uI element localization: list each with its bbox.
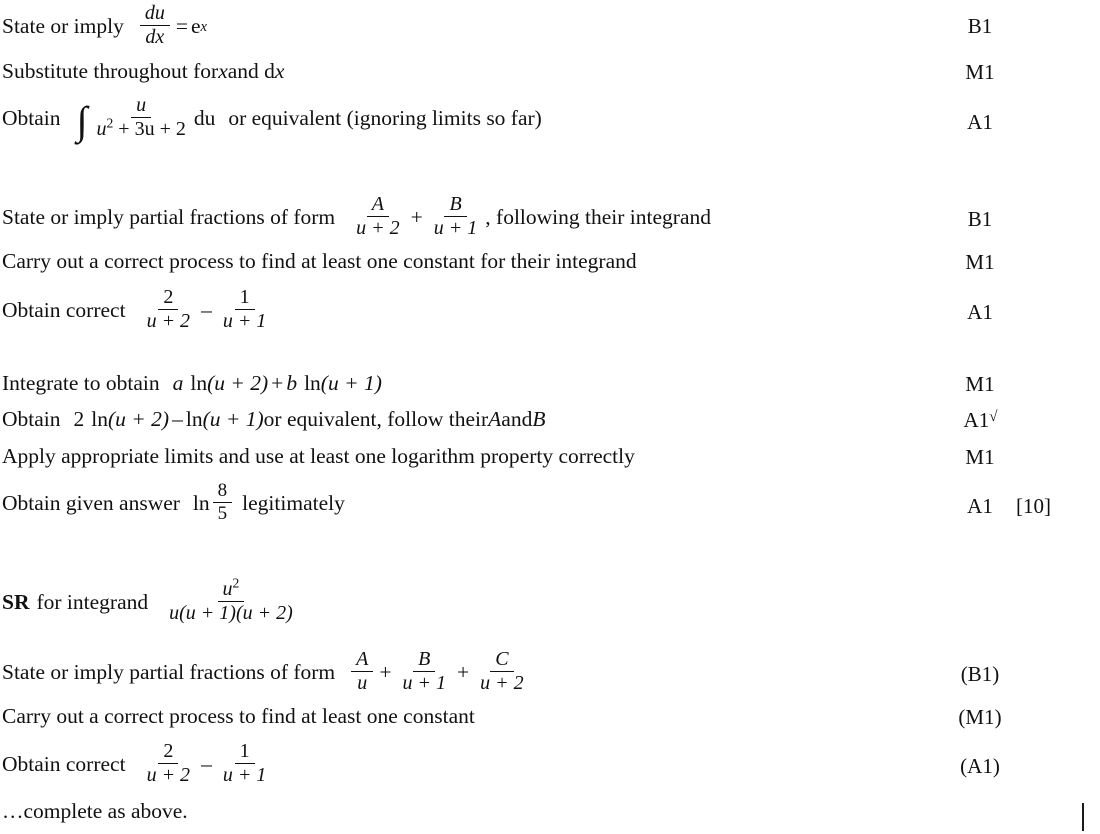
integrand-fraction [92, 95, 191, 140]
variable-B: B [532, 407, 546, 431]
mark-m1-bracketed: (M1) [958, 705, 1002, 729]
coefficient-2: 2 [73, 407, 85, 431]
fraction-numerator: 8 [213, 481, 233, 503]
row-lead-text: Obtain correct [2, 298, 126, 323]
text-caret [1082, 803, 1084, 831]
fraction-denominator: u + 1 [222, 310, 267, 333]
fraction-numerator: B [444, 194, 466, 217]
partial-fraction-b [429, 194, 483, 239]
row-content [0, 250, 637, 273]
mark-a1: A1 [967, 494, 993, 518]
sr-result-fraction-1 [142, 741, 196, 786]
sr-row-carry-out-process [0, 705, 1100, 728]
row-text: Apply appropriate limits and use at least one logarithm property correctly [2, 444, 635, 468]
mark-b1-bracketed: (B1) [960, 662, 1000, 686]
log-argument-2: (u + 1) [202, 407, 264, 431]
row-lead-text: Obtain [2, 106, 61, 131]
mark-b1: B1 [967, 207, 993, 231]
log-argument-2: (u + 1) [320, 371, 382, 395]
fraction-denominator: u + 2 [480, 672, 524, 695]
variable-x-2: x [274, 59, 285, 83]
integral-icon: ∫ [76, 97, 88, 143]
log-argument-1: (u + 2) [108, 407, 170, 431]
partial-fraction-a [351, 194, 405, 239]
row-content [0, 482, 345, 525]
result-fraction-1 [142, 287, 196, 332]
sr-lead-text: for integrand [36, 590, 149, 615]
sr-label: SR [2, 590, 30, 615]
mark-a1: A1 [967, 110, 993, 134]
numerator-base: u [222, 578, 233, 600]
plus-sign-2: + [457, 660, 470, 685]
mark-b1: B1 [967, 14, 993, 38]
fraction-numerator: 1 [235, 741, 255, 764]
fraction-denominator: u + 1 [222, 764, 267, 787]
fraction-denominator: u + 1 [402, 672, 447, 695]
log-function: ln [192, 491, 210, 516]
log-argument-1: (u + 2) [207, 371, 269, 395]
denominator-rest: + 3u + 2 [113, 118, 186, 141]
denominator-exponent: 2 [106, 115, 114, 131]
fraction-numerator [218, 575, 245, 602]
mark-label: A1 [963, 408, 990, 432]
scheme-row-obtain-log-expression [0, 408, 1100, 431]
fraction-denominator: u + 1 [433, 217, 478, 240]
row-trailing-a: or equivalent, follow their [263, 407, 489, 431]
numerator-exponent: 2 [232, 575, 240, 591]
minus-sign: – [201, 752, 212, 777]
plus-sign-1: + [379, 660, 392, 685]
scheme-row-substitute [0, 60, 1100, 83]
scheme-row-obtain-integral [0, 96, 1100, 141]
row-content [0, 195, 711, 240]
sr-partial-fraction-a [351, 649, 373, 694]
row-trailing-text: , following their integrand [485, 205, 711, 230]
scheme-row-integrate-to-obtain [0, 372, 1100, 395]
log-function-2: ln [304, 371, 321, 395]
scheme-row-state-or-imply-derivative [0, 4, 1100, 49]
row-content: State or imply $\frac{du}{dx}$ = e x [2, 2, 207, 49]
fraction-denominator: u + 2 [146, 764, 191, 787]
row-content [0, 288, 274, 333]
minus-sign: – [201, 298, 212, 323]
fraction-numerator: du [140, 3, 170, 26]
sr-result-fraction-2 [218, 741, 272, 786]
scheme-row-carry-out-process [0, 250, 1100, 273]
sr-section-header [0, 575, 1100, 625]
row-content [0, 408, 545, 431]
fraction-numerator: B [413, 649, 435, 672]
coefficient-a: a [172, 371, 184, 395]
total-marks: [10] [1016, 494, 1051, 518]
row-content [0, 372, 382, 395]
plus-sign: + [271, 371, 284, 395]
fraction-denominator: dx [145, 26, 165, 49]
row-text: …complete as above. [2, 799, 188, 823]
row-content [0, 96, 542, 141]
sr-partial-fraction-b [398, 649, 452, 694]
row-trailing-b: and [501, 407, 533, 431]
check-mark-icon: √ [989, 409, 997, 425]
mark-m1: M1 [965, 372, 995, 396]
variable-A: A [488, 407, 502, 431]
fraction-numerator: A [351, 649, 373, 672]
fraction-denominator: u [357, 672, 368, 695]
minus-sign: – [172, 407, 183, 431]
variable-x: x [218, 59, 228, 83]
mark-m1: M1 [965, 60, 995, 84]
coefficient-b: b [286, 371, 298, 395]
sr-row-partial-fractions [0, 650, 1100, 695]
fraction-numerator: A [367, 194, 389, 217]
row-text: Carry out a correct process to find at least one constant for their integrand [2, 249, 637, 273]
plus-sign: + [410, 205, 423, 230]
row-content [0, 800, 188, 823]
scheme-row-partial-fractions [0, 195, 1100, 240]
exponential-base: e [190, 14, 201, 39]
fraction-numerator: u [131, 95, 151, 118]
mark-a1-bracketed: (A1) [960, 754, 1000, 778]
sr-integrand-fraction [164, 575, 298, 625]
result-fraction-2 [218, 287, 272, 332]
derivative-fraction [140, 3, 170, 48]
log-function-2: ln [185, 407, 203, 431]
mark-a1: A1 [967, 300, 993, 324]
log-function-1: ln [190, 371, 208, 395]
row-content [0, 575, 301, 625]
fraction-denominator: u + 2 [146, 310, 191, 333]
row-lead-text: Obtain given answer [2, 491, 180, 516]
fraction-numerator: 1 [235, 287, 255, 310]
mark-m1: M1 [965, 445, 995, 469]
row-lead-text: Integrate to obtain [2, 371, 160, 395]
fraction-denominator: u + 2 [356, 217, 400, 240]
fraction-denominator: u(u + 1)(u + 2) [169, 602, 293, 625]
row-lead-text: Obtain [2, 407, 61, 431]
row-content [0, 60, 284, 83]
row-lead-text: State or imply partial fractions of form [2, 205, 336, 230]
sr-partial-fraction-c [475, 649, 529, 694]
fraction-numerator: 2 [158, 287, 178, 310]
row-content [0, 650, 532, 695]
row-trailing-text: or equivalent (ignoring limits so far) [228, 106, 542, 131]
mark-a1-follow-through [940, 408, 1020, 433]
sr-row-complete-as-above [0, 800, 1100, 823]
fraction-denominator [92, 115, 191, 141]
fraction-denominator: 5 [217, 503, 228, 525]
row-trailing-text: legitimately [242, 491, 345, 516]
row-text-before: Substitute throughout for [2, 59, 219, 83]
fraction-numerator: C [490, 649, 513, 672]
differential-du: du [193, 106, 216, 131]
row-lead-text: State or imply partial fractions of form [2, 660, 336, 685]
log-function-1: ln [91, 407, 109, 431]
row-content [0, 445, 635, 468]
equals-sign: = [175, 14, 188, 39]
row-lead-text: State or imply [2, 14, 124, 39]
scheme-row-apply-limits [0, 445, 1100, 468]
row-content [0, 705, 475, 728]
fraction-numerator: 2 [158, 741, 178, 764]
answer-fraction [213, 481, 233, 524]
mark-m1: M1 [965, 250, 995, 274]
denominator-base: u [96, 118, 107, 141]
row-text: Carry out a correct process to find at least one constant [2, 704, 475, 728]
row-lead-text: Obtain correct [2, 752, 126, 777]
sr-row-obtain-correct-fractions [0, 742, 1100, 787]
row-content [0, 742, 274, 787]
scheme-row-obtain-given-answer [0, 482, 1100, 525]
row-text-middle: and d [227, 59, 275, 83]
scheme-row-obtain-correct-fractions [0, 288, 1100, 333]
